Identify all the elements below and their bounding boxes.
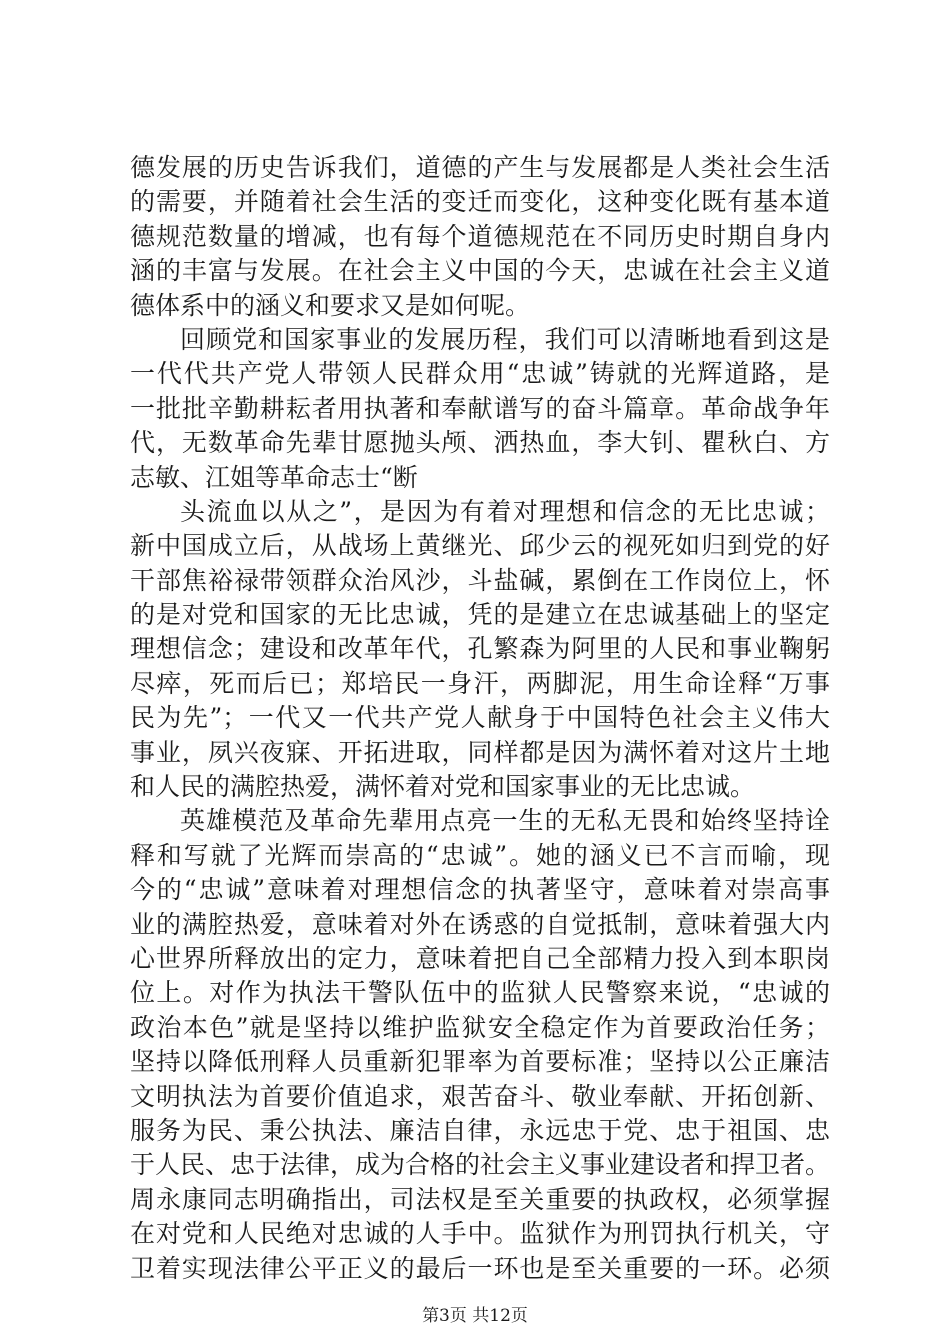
text-line: 文明执法为首要价值追求，艰苦奋斗、敬业奉献、开拓创新、 <box>130 1081 830 1111</box>
text-line: 尽瘁，死而后已；郑培民一身汗，两脚泥，用生命诠释“万事 <box>130 668 830 698</box>
text-line: 的需要，并随着社会生活的变迁而变化，这种变化既有基本道 <box>130 187 830 217</box>
text-line: 在对党和人民绝对忠诚的人手中。监狱作为刑罚执行机关，守 <box>130 1219 830 1249</box>
text-line: 今的“忠诚”意味着对理想信念的执著坚守，意味着对崇高事 <box>130 875 830 905</box>
text-line: 一代代共产党人带领人民群众用“忠诚”铸就的光辉道路，是 <box>130 359 830 389</box>
text-line: 涵的丰富与发展。在社会主义中国的今天，忠诚在社会主义道 <box>130 256 830 286</box>
text-line: 于人民、忠于法律，成为合格的社会主义事业建设者和捍卫者。 <box>130 1150 831 1180</box>
text-line: 心世界所释放出的定力，意味着把自己全部精力投入到本职岗 <box>130 943 830 973</box>
text-line: 释和写就了光辉而崇高的“忠诚”。她的涵义已不言而喻，现 <box>130 840 830 870</box>
text-line: 代，无数革命先辈甘愿抛头颅、洒热血，李大钊、瞿秋白、方 <box>130 428 830 458</box>
text-line: 干部焦裕禄带领群众治风沙，斗盐碱，累倒在工作岗位上，怀 <box>130 565 830 595</box>
text-line: 德规范数量的增减，也有每个道德规范在不同历史时期自身内 <box>130 221 830 251</box>
text-line: 和人民的满腔热爱，满怀着对党和国家事业的无比忠诚。 <box>130 772 756 802</box>
page-footer: 第3页 共12页 <box>422 1306 528 1326</box>
text-line: 的是对党和国家的无比忠诚，凭的是建立在忠诚基础上的坚定 <box>130 600 830 630</box>
text-line: 头流血以从之”，是因为有着对理想和信念的无比忠诚； <box>180 496 830 526</box>
text-line: 服务为民、秉公执法、廉洁自律，永远忠于党、忠于祖国、忠 <box>130 1115 830 1145</box>
text-line: 新中国成立后，从战场上黄继光、邱少云的视死如归到党的好 <box>130 531 830 561</box>
text-line: 卫着实现法律公平正义的最后一环也是至关重要的一环。必须 <box>130 1253 830 1283</box>
text-line: 坚持以降低刑释人员重新犯罪率为首要标准；坚持以公正廉洁 <box>130 1047 830 1077</box>
text-line: 回顾党和国家事业的发展历程，我们可以清晰地看到这是 <box>180 324 830 354</box>
text-line: 德体系中的涵义和要求又是如何呢。 <box>130 290 531 320</box>
text-line: 理想信念；建设和改革年代，孔繁森为阿里的人民和事业鞠躬 <box>130 634 830 664</box>
text-line: 民为先”；一代又一代共产党人献身于中国特色社会主义伟大 <box>130 703 830 733</box>
text-line: 德发展的历史告诉我们，道德的产生与发展都是人类社会生活 <box>130 153 830 182</box>
text-line: 英雄模范及革命先辈用点亮一生的无私无畏和始终坚持诠 <box>180 806 830 836</box>
body-text <box>130 151 830 1286</box>
text-line: 事业，夙兴夜寐、开拓进取，同样都是因为满怀着对这片土地 <box>130 737 830 767</box>
text-line: 业的满腔热爱，意味着对外在诱惑的自觉抵制，意味着强大内 <box>130 909 830 939</box>
text-line: 周永康同志明确指出，司法权是至关重要的执政权，必须掌握 <box>130 1184 830 1214</box>
text-line: 政治本色”就是坚持以维护监狱安全稳定作为首要政治任务； <box>130 1012 830 1042</box>
text-line: 一批批辛勤耕耘者用执著和奉献谱写的奋斗篇章。革命战争年 <box>130 393 830 423</box>
text-line: 位上。对作为执法干警队伍中的监狱人民警察来说，“忠诚的 <box>130 978 830 1008</box>
text-line: 志敏、江姐等革命志士“断 <box>130 462 418 492</box>
